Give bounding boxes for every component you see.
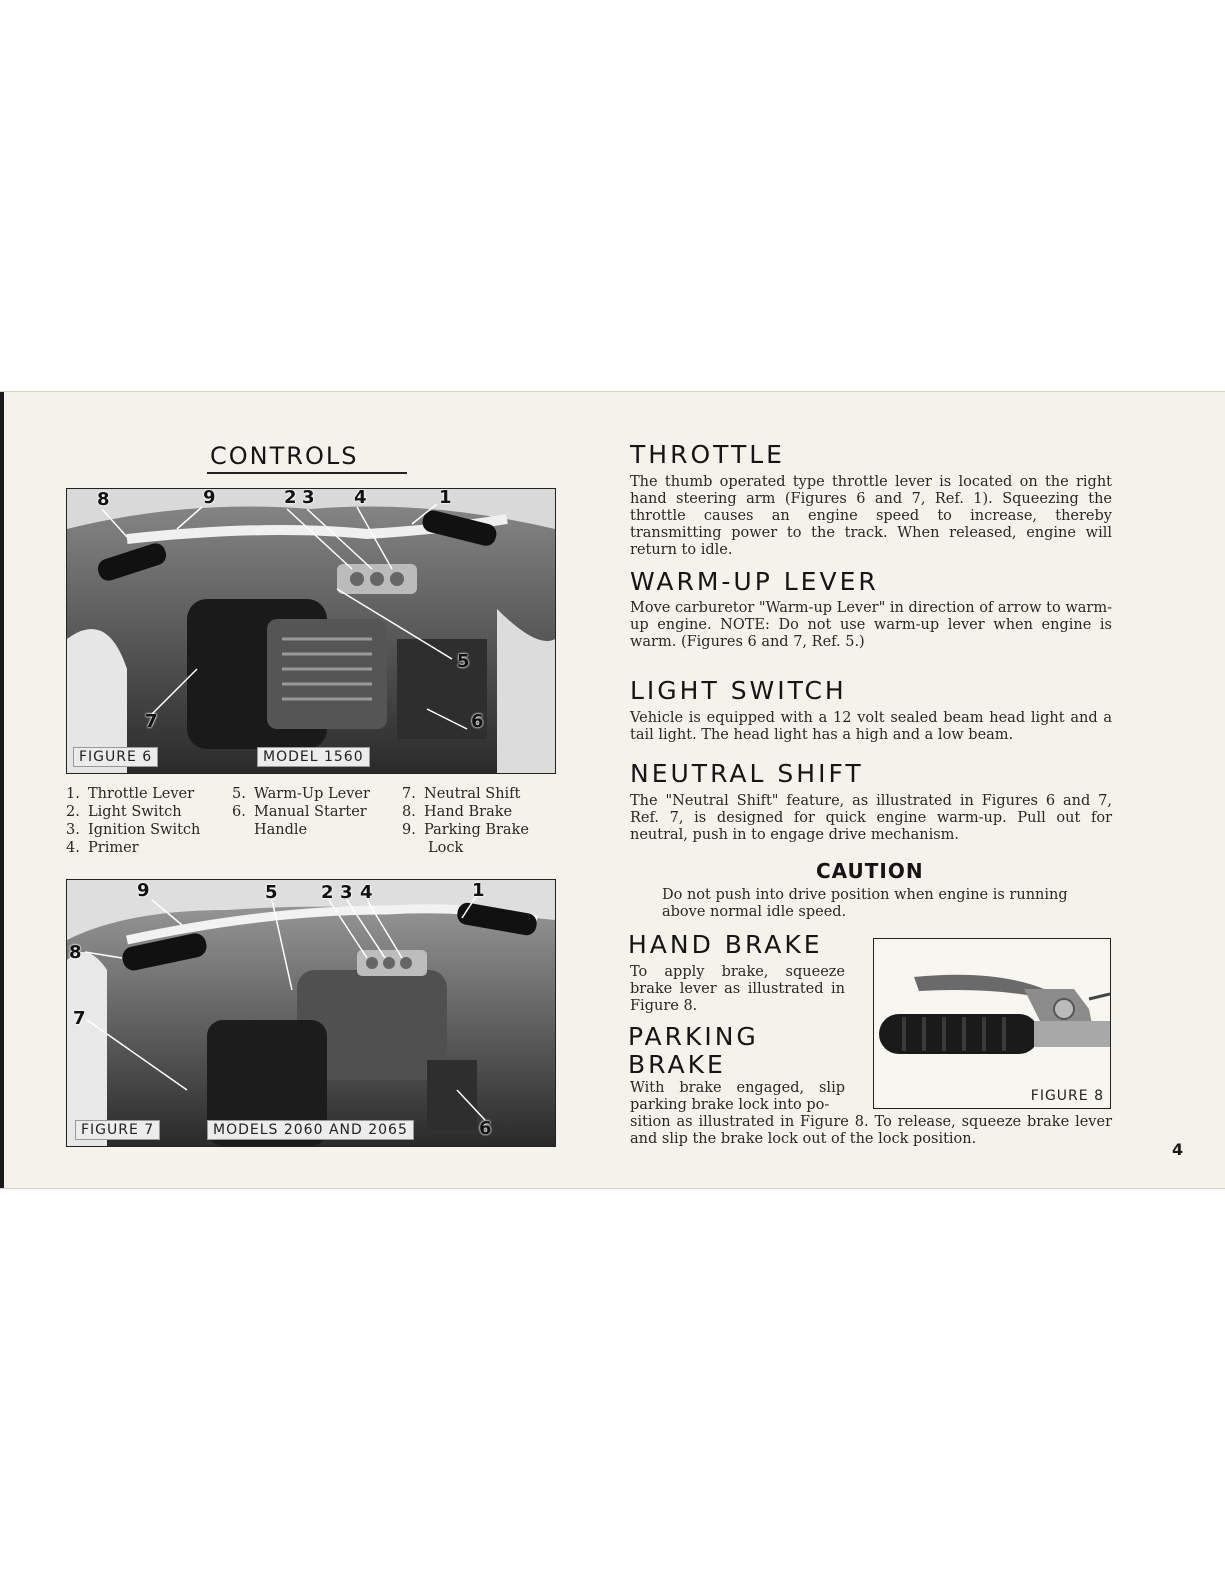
figure-7-label: FIGURE 7 <box>75 1120 160 1140</box>
fig6-callout-1: 1 <box>439 488 452 508</box>
hand-brake-body: To apply brake, squeeze brake lever as illustrated in Figure 8. <box>630 964 845 1014</box>
legend-item-2: 2. Light Switch <box>66 804 182 820</box>
legend-item-7: 7. Neutral Shift <box>402 786 521 802</box>
fig6-callout-2: 2 <box>284 488 297 508</box>
figure-8-illustration <box>874 939 1110 1089</box>
legend-item-6-cont: Handle <box>254 822 308 838</box>
figure-7-model: MODELS 2060 AND 2065 <box>207 1120 414 1140</box>
neutral-shift-heading: NEUTRAL SHIFT <box>630 759 864 788</box>
fig7-callout-2: 2 <box>321 882 334 903</box>
legend-item-4: 4. Primer <box>66 840 139 856</box>
figure-6-model: MODEL 1560 <box>257 747 370 767</box>
parking-brake-heading-2: BRAKE <box>628 1050 726 1079</box>
fig7-callout-1: 1 <box>472 880 485 901</box>
figure-6-label: FIGURE 6 <box>73 747 158 767</box>
warmup-body: Move carburetor "Warm-up Lever" in direction of arrow to warm-up engine. NOTE: Do not use warm-up lever when engine is warm. (Figures 6 and 7, Ref. 5.) <box>630 600 1112 650</box>
fig7-callout-6: 6 <box>479 1118 492 1139</box>
throttle-heading: THROTTLE <box>630 440 785 469</box>
parking-brake-heading-1: PARKING <box>628 1022 759 1051</box>
legend-item-5: 5. Warm-Up Lever <box>232 786 370 802</box>
figure-7-illustration <box>67 880 555 1146</box>
figure-8-label: FIGURE 8 <box>1030 1088 1104 1104</box>
fig7-callout-9: 9 <box>137 880 150 901</box>
figure-7-photo <box>66 879 556 1147</box>
fig6-callout-6: 6 <box>471 711 484 732</box>
controls-title: CONTROLS <box>210 442 359 470</box>
parking-brake-body-1: With brake engaged, slip parking brake lock into po- <box>630 1080 845 1113</box>
fig6-callout-8: 8 <box>97 489 110 510</box>
legend-item-1: 1. Throttle Lever <box>66 786 195 802</box>
fig7-callout-3: 3 <box>340 882 353 903</box>
warmup-heading: WARM-UP LEVER <box>630 567 879 596</box>
neutral-shift-body: The "Neutral Shift" feature, as illustrated in Figures 6 and 7, Ref. 7, is designed for quick engine warm-up. Pull out for neutral, push in to engage drive mechanism. <box>630 793 1112 843</box>
fig7-callout-4: 4 <box>360 882 373 903</box>
manual-page <box>0 391 1225 1189</box>
fig6-callout-9: 9 <box>203 488 216 508</box>
fig6-callout-7: 7 <box>145 711 158 732</box>
fig7-callout-5: 5 <box>265 882 278 903</box>
caution-heading: CAUTION <box>816 859 924 883</box>
light-switch-heading: LIGHT SWITCH <box>630 676 847 705</box>
throttle-body: The thumb operated type throttle lever is located on the right hand steering arm (Figures 6 and 7, Ref. 1). Squeezing the throttle causes an engine speed to increase, thereby transmitting power to the track. When released, engine will return to idle. <box>630 474 1112 558</box>
legend-item-6: 6. Manual Starter <box>232 804 367 820</box>
caution-body: Do not push into drive position when engine is running above normal idle speed. <box>662 887 1068 920</box>
page-number: 4 <box>1172 1140 1184 1159</box>
legend-item-3: 3. Ignition Switch <box>66 822 201 838</box>
fig7-callout-7: 7 <box>73 1008 86 1029</box>
fig6-callout-5: 5 <box>457 651 470 672</box>
parking-brake-body-2: sition as illustrated in Figure 8. To release, squeeze brake lever and slip the brake lock out of the lock position. <box>630 1114 1112 1147</box>
figure-6-photo <box>66 488 556 774</box>
legend-item-9-cont: Lock <box>428 840 464 856</box>
controls-title-rule <box>207 472 407 474</box>
light-switch-body: Vehicle is equipped with a 12 volt sealed beam head light and a tail light. The head light has a high and a low beam. <box>630 710 1112 743</box>
hand-brake-heading: HAND BRAKE <box>628 930 823 959</box>
figure-8-frame <box>873 938 1111 1109</box>
fig7-callout-8: 8 <box>69 942 82 963</box>
fig6-callout-4: 4 <box>354 488 367 508</box>
legend-item-8: 8. Hand Brake <box>402 804 513 820</box>
legend-item-9: 9. Parking Brake <box>402 822 529 838</box>
fig6-callout-3: 3 <box>302 488 315 508</box>
